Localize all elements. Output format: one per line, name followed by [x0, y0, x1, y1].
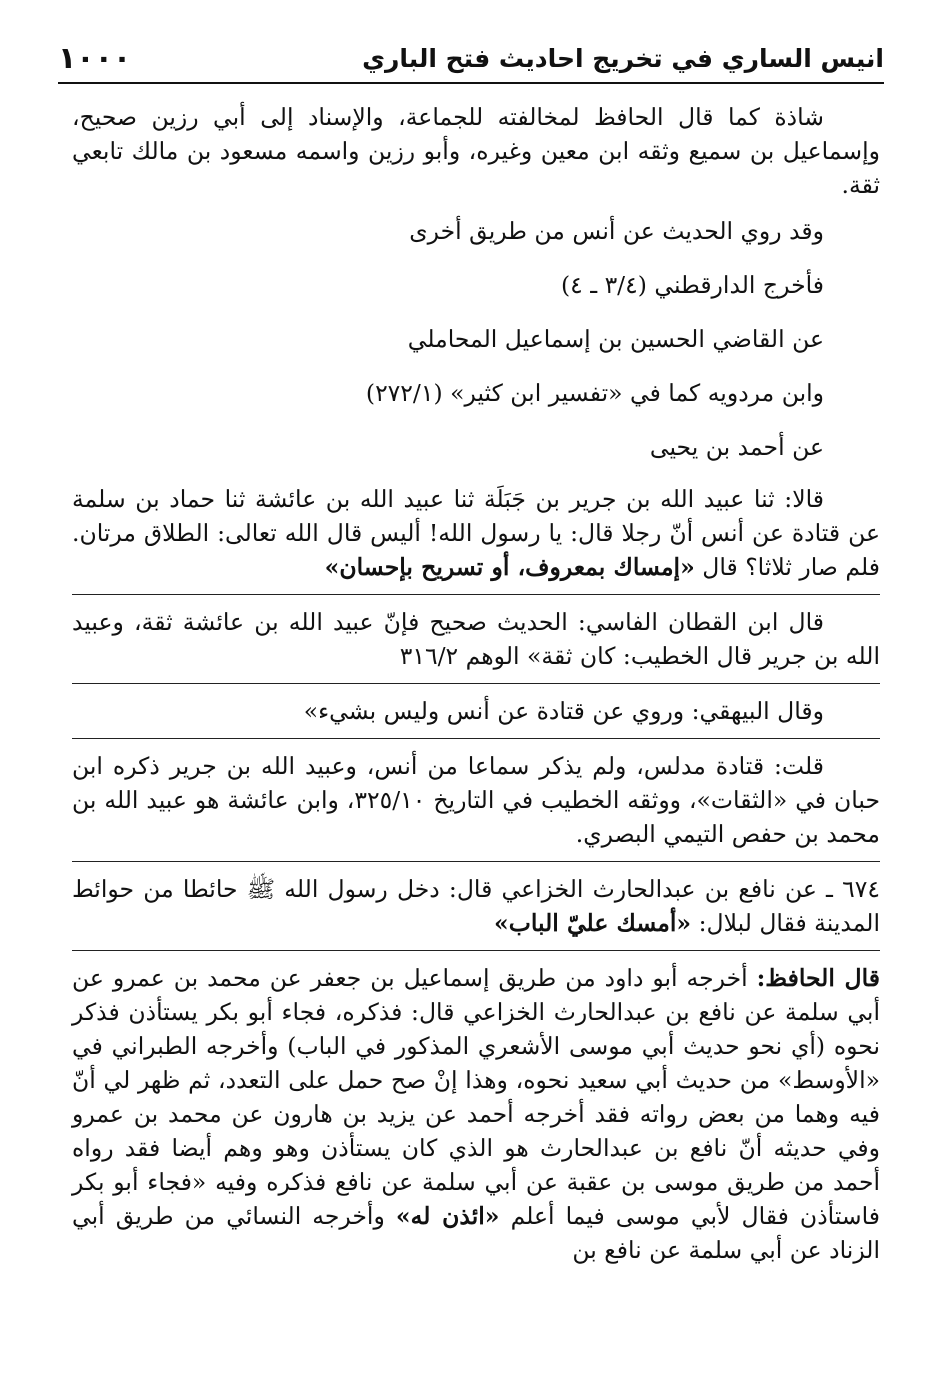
paragraph: قلت: قتادة مدلس، ولم يذكر سماعا من أنس، وعبيد الله بن جرير ذكره ابن حبان في «الثقات»، ووثقه الخطيب في التاريخ ٣٢٥/١٠، وابن عائشة هو عبيد الله بن محمد بن حفص التيمي البصري. — [72, 752, 880, 848]
section-divider — [72, 738, 880, 739]
section-divider — [72, 594, 880, 595]
source-line: فأخرج الدارقطني (٣/٤ ـ ٤) — [560, 271, 824, 299]
section-divider — [72, 950, 880, 951]
page-number: ١٠٠٠ — [58, 40, 132, 76]
source-line: وابن مردويه كما في «تفسير ابن كثير» (٢٧٢/١) — [365, 379, 824, 407]
paragraph: قال الحافظ: أخرجه أبو داود من طريق إسماعيل بن جعفر عن محمد بن عمرو عن أبي سلمة عن نافع بن عبدالحارث الخزاعي قال: فذكره، فجاء أبو بكر يستأذن فذكر نحوه (أي نحو حديث أبي موسى الأشعري المذكور في الباب) وأخرجه الطبراني في «الأوسط» من حديث أبي سعيد نحوه، وهذا إنْ صح حمل على التعدد، ثم ظهر لي أنّ فيه وهما من بعض رواته فقد أخرجه أحمد عن يزيد بن هارون عن محمد بن عمرو وفي حديثه أنّ نافع بن عبدالحارث هو الذي كان يستأذن وهو وهم أيضا فقد رواه أحمد من طريق موسى بن عقبة عن أبي سلمة عن نافع فذكره وفيه «فجاء أبو بكر فاستأذن فقال لأبي موسى فيما أعلم «ائذن له» وأخرجه النسائي من طريق أبي الزناد عن أبي سلمة عن نافع بن — [72, 964, 880, 1264]
source-line: عن القاضي الحسين بن إسماعيل المحاملي — [407, 325, 824, 353]
quoted-text: «أمسك عليّ الباب» — [494, 909, 692, 937]
paragraph: قالا: ثنا عبيد الله بن جرير بن جَبَلَة ثنا عبيد الله بن عائشة ثنا حماد بن سلمة عن قتادة عن أنس أنّ رجلا قال: يا رسول الله! أليس قال الله تعالى: الطلاق مرتان. فلم صار ثلاثا؟ قال «إمساك بمعروف، أو تسريح بإحسان» — [72, 485, 880, 581]
quoted-text: «إمساك بمعروف، أو تسريح بإحسان» — [324, 553, 695, 581]
paragraph: شاذة كما قال الحافظ لمخالفته للجماعة، والإسناد إلى أبي رزين صحيح، وإسماعيل بن سميع وثقه ابن معين وغيره، وأبو رزين واسمه مسعود بن مالك تابعي ثقة. — [72, 103, 880, 199]
source-line: عن أحمد بن يحيى — [649, 433, 824, 461]
source-line: وقد روي الحديث عن أنس من طريق أخرى — [409, 217, 824, 245]
page-header — [58, 36, 884, 80]
section-divider — [72, 861, 880, 862]
quoted-text: «ائذن له» — [395, 1202, 500, 1230]
paragraph: قال ابن القطان الفاسي: الحديث صحيح فإنّ عبيد الله بن عائشة ثقة، وعبيد الله بن جرير قال الخطيب: كان ثقة» الوهم ٣١٦/٢ — [72, 608, 880, 670]
running-title: انيس الساري في تخريج احاديث فتح الباري — [362, 43, 884, 73]
paragraph: وقال البيهقي: وروي عن قتادة عن أنس وليس بشيء» — [303, 697, 824, 725]
header-rule — [58, 82, 884, 84]
section-divider — [72, 683, 880, 684]
hadith-entry: ٦٧٤ ـ عن نافع بن عبدالحارث الخزاعي قال: دخل رسول الله ﷺ حائطا من حوائط المدينة فقال لبلال: «أمسك عليّ الباب» — [72, 875, 880, 937]
section-label: قال الحافظ: — [756, 964, 880, 992]
page-body — [72, 100, 880, 1277]
